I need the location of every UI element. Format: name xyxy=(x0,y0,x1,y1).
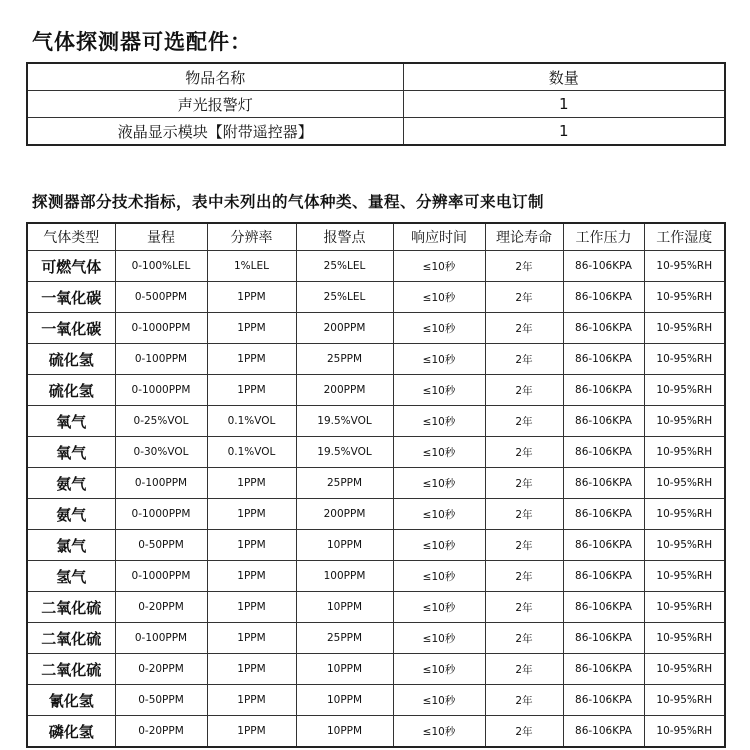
header-quantity: 数量 xyxy=(403,63,725,91)
cell-response-time: ≤10秒 xyxy=(393,282,485,313)
cell-alarm-point: 10PPM xyxy=(296,716,393,748)
cell-gas-type: 磷化氢 xyxy=(27,716,115,748)
specs-table xyxy=(26,222,726,748)
cell-working-pressure: 86-106KPA xyxy=(563,592,644,623)
cell-lifespan: 2年 xyxy=(485,530,563,561)
cell-working-humidity: 10-95%RH xyxy=(644,685,725,716)
specs-row xyxy=(27,344,725,375)
cell-alarm-point: 200PPM xyxy=(296,499,393,530)
accessory-name: 液晶显示模块【附带遥控器】 xyxy=(27,118,403,146)
specs-title: 探测器部分技术指标，表中未列出的气体种类、量程、分辨率可来电订制 xyxy=(32,193,545,211)
specs-row xyxy=(27,592,725,623)
cell-gas-type: 二氧化硫 xyxy=(27,623,115,654)
cell-resolution: 1PPM xyxy=(207,375,296,406)
cell-resolution: 1PPM xyxy=(207,592,296,623)
cell-range: 0-20PPM xyxy=(115,592,207,623)
cell-lifespan: 2年 xyxy=(485,406,563,437)
accessories-title: 气体探测器可选配件： xyxy=(32,30,252,54)
cell-alarm-point: 10PPM xyxy=(296,592,393,623)
cell-working-pressure: 86-106KPA xyxy=(563,437,644,468)
cell-alarm-point: 100PPM xyxy=(296,561,393,592)
specs-row xyxy=(27,561,725,592)
cell-working-humidity: 10-95%RH xyxy=(644,623,725,654)
cell-gas-type: 氯气 xyxy=(27,530,115,561)
cell-lifespan: 2年 xyxy=(485,251,563,282)
cell-response-time: ≤10秒 xyxy=(393,561,485,592)
accessory-row xyxy=(27,118,725,146)
cell-lifespan: 2年 xyxy=(485,437,563,468)
cell-response-time: ≤10秒 xyxy=(393,468,485,499)
accessory-row xyxy=(27,91,725,118)
cell-working-pressure: 86-106KPA xyxy=(563,654,644,685)
specs-row xyxy=(27,375,725,406)
header-response-time: 响应时间 xyxy=(393,223,485,251)
cell-gas-type: 硫化氢 xyxy=(27,375,115,406)
cell-alarm-point: 10PPM xyxy=(296,654,393,685)
cell-alarm-point: 200PPM xyxy=(296,313,393,344)
cell-resolution: 1PPM xyxy=(207,716,296,748)
specs-row xyxy=(27,313,725,344)
cell-lifespan: 2年 xyxy=(485,344,563,375)
specs-row xyxy=(27,685,725,716)
cell-alarm-point: 25PPM xyxy=(296,344,393,375)
cell-response-time: ≤10秒 xyxy=(393,530,485,561)
cell-range: 0-20PPM xyxy=(115,654,207,685)
specs-row xyxy=(27,530,725,561)
cell-lifespan: 2年 xyxy=(485,313,563,344)
cell-resolution: 1PPM xyxy=(207,468,296,499)
header-working-pressure: 工作压力 xyxy=(563,223,644,251)
cell-lifespan: 2年 xyxy=(485,623,563,654)
cell-alarm-point: 10PPM xyxy=(296,530,393,561)
cell-response-time: ≤10秒 xyxy=(393,375,485,406)
cell-working-pressure: 86-106KPA xyxy=(563,406,644,437)
cell-range: 0-25%VOL xyxy=(115,406,207,437)
cell-working-humidity: 10-95%RH xyxy=(644,499,725,530)
cell-range: 0-100PPM xyxy=(115,623,207,654)
cell-working-pressure: 86-106KPA xyxy=(563,685,644,716)
cell-working-pressure: 86-106KPA xyxy=(563,282,644,313)
cell-resolution: 1PPM xyxy=(207,313,296,344)
cell-gas-type: 硫化氢 xyxy=(27,344,115,375)
cell-gas-type: 可燃气体 xyxy=(27,251,115,282)
cell-range: 0-50PPM xyxy=(115,530,207,561)
cell-working-humidity: 10-95%RH xyxy=(644,592,725,623)
cell-working-humidity: 10-95%RH xyxy=(644,468,725,499)
accessories-header-row xyxy=(27,63,725,91)
cell-alarm-point: 19.5%VOL xyxy=(296,437,393,468)
cell-range: 0-20PPM xyxy=(115,716,207,748)
specs-row xyxy=(27,437,725,468)
cell-working-pressure: 86-106KPA xyxy=(563,623,644,654)
cell-resolution: 1PPM xyxy=(207,530,296,561)
cell-range: 0-100PPM xyxy=(115,344,207,375)
specs-row xyxy=(27,716,725,748)
cell-gas-type: 氢气 xyxy=(27,561,115,592)
cell-resolution: 1%LEL xyxy=(207,251,296,282)
cell-response-time: ≤10秒 xyxy=(393,344,485,375)
cell-working-pressure: 86-106KPA xyxy=(563,716,644,748)
cell-working-pressure: 86-106KPA xyxy=(563,251,644,282)
cell-range: 0-30%VOL xyxy=(115,437,207,468)
cell-response-time: ≤10秒 xyxy=(393,716,485,748)
cell-resolution: 1PPM xyxy=(207,623,296,654)
accessory-qty: 1 xyxy=(403,91,725,118)
cell-working-pressure: 86-106KPA xyxy=(563,344,644,375)
cell-working-humidity: 10-95%RH xyxy=(644,561,725,592)
specs-header-row xyxy=(27,223,725,251)
cell-working-pressure: 86-106KPA xyxy=(563,313,644,344)
accessories-table xyxy=(26,62,726,146)
cell-working-humidity: 10-95%RH xyxy=(644,654,725,685)
header-alarm-point: 报警点 xyxy=(296,223,393,251)
cell-range: 0-100PPM xyxy=(115,468,207,499)
cell-alarm-point: 25PPM xyxy=(296,468,393,499)
cell-working-pressure: 86-106KPA xyxy=(563,561,644,592)
cell-range: 0-500PPM xyxy=(115,282,207,313)
cell-working-humidity: 10-95%RH xyxy=(644,530,725,561)
specs-row xyxy=(27,468,725,499)
cell-range: 0-1000PPM xyxy=(115,561,207,592)
cell-response-time: ≤10秒 xyxy=(393,251,485,282)
cell-resolution: 0.1%VOL xyxy=(207,437,296,468)
cell-resolution: 1PPM xyxy=(207,282,296,313)
specs-row xyxy=(27,623,725,654)
specs-row xyxy=(27,406,725,437)
cell-working-humidity: 10-95%RH xyxy=(644,406,725,437)
cell-lifespan: 2年 xyxy=(485,685,563,716)
cell-working-humidity: 10-95%RH xyxy=(644,716,725,748)
cell-lifespan: 2年 xyxy=(485,375,563,406)
cell-resolution: 1PPM xyxy=(207,654,296,685)
header-working-humidity: 工作湿度 xyxy=(644,223,725,251)
cell-range: 0-1000PPM xyxy=(115,375,207,406)
cell-working-humidity: 10-95%RH xyxy=(644,251,725,282)
specs-row xyxy=(27,654,725,685)
cell-working-pressure: 86-106KPA xyxy=(563,530,644,561)
cell-working-humidity: 10-95%RH xyxy=(644,344,725,375)
cell-working-pressure: 86-106KPA xyxy=(563,375,644,406)
accessory-name: 声光报警灯 xyxy=(27,91,403,118)
cell-working-humidity: 10-95%RH xyxy=(644,282,725,313)
cell-response-time: ≤10秒 xyxy=(393,654,485,685)
header-range: 量程 xyxy=(115,223,207,251)
cell-lifespan: 2年 xyxy=(485,716,563,748)
header-gas-type: 气体类型 xyxy=(27,223,115,251)
cell-gas-type: 氧气 xyxy=(27,437,115,468)
cell-range: 0-50PPM xyxy=(115,685,207,716)
cell-working-humidity: 10-95%RH xyxy=(644,437,725,468)
cell-response-time: ≤10秒 xyxy=(393,313,485,344)
cell-lifespan: 2年 xyxy=(485,282,563,313)
cell-range: 0-100%LEL xyxy=(115,251,207,282)
cell-range: 0-1000PPM xyxy=(115,313,207,344)
cell-resolution: 1PPM xyxy=(207,499,296,530)
cell-alarm-point: 25PPM xyxy=(296,623,393,654)
cell-range: 0-1000PPM xyxy=(115,499,207,530)
cell-response-time: ≤10秒 xyxy=(393,623,485,654)
specs-row xyxy=(27,499,725,530)
specs-row xyxy=(27,251,725,282)
cell-gas-type: 氰化氢 xyxy=(27,685,115,716)
header-resolution: 分辨率 xyxy=(207,223,296,251)
cell-gas-type: 二氧化硫 xyxy=(27,592,115,623)
specs-row xyxy=(27,282,725,313)
cell-gas-type: 氧气 xyxy=(27,406,115,437)
header-item-name: 物品名称 xyxy=(27,63,403,91)
cell-response-time: ≤10秒 xyxy=(393,406,485,437)
cell-response-time: ≤10秒 xyxy=(393,499,485,530)
cell-lifespan: 2年 xyxy=(485,654,563,685)
cell-gas-type: 氨气 xyxy=(27,468,115,499)
cell-working-pressure: 86-106KPA xyxy=(563,499,644,530)
cell-alarm-point: 19.5%VOL xyxy=(296,406,393,437)
header-lifespan: 理论寿命 xyxy=(485,223,563,251)
cell-working-humidity: 10-95%RH xyxy=(644,375,725,406)
cell-response-time: ≤10秒 xyxy=(393,437,485,468)
cell-lifespan: 2年 xyxy=(485,561,563,592)
cell-gas-type: 一氧化碳 xyxy=(27,282,115,313)
cell-alarm-point: 10PPM xyxy=(296,685,393,716)
cell-response-time: ≤10秒 xyxy=(393,592,485,623)
cell-gas-type: 氨气 xyxy=(27,499,115,530)
cell-resolution: 0.1%VOL xyxy=(207,406,296,437)
cell-working-humidity: 10-95%RH xyxy=(644,313,725,344)
cell-resolution: 1PPM xyxy=(207,685,296,716)
cell-lifespan: 2年 xyxy=(485,499,563,530)
accessory-qty: 1 xyxy=(403,118,725,146)
cell-lifespan: 2年 xyxy=(485,468,563,499)
cell-alarm-point: 25%LEL xyxy=(296,282,393,313)
cell-lifespan: 2年 xyxy=(485,592,563,623)
cell-working-pressure: 86-106KPA xyxy=(563,468,644,499)
cell-alarm-point: 25%LEL xyxy=(296,251,393,282)
cell-gas-type: 一氧化碳 xyxy=(27,313,115,344)
cell-resolution: 1PPM xyxy=(207,561,296,592)
cell-alarm-point: 200PPM xyxy=(296,375,393,406)
cell-resolution: 1PPM xyxy=(207,344,296,375)
cell-gas-type: 二氧化硫 xyxy=(27,654,115,685)
cell-response-time: ≤10秒 xyxy=(393,685,485,716)
